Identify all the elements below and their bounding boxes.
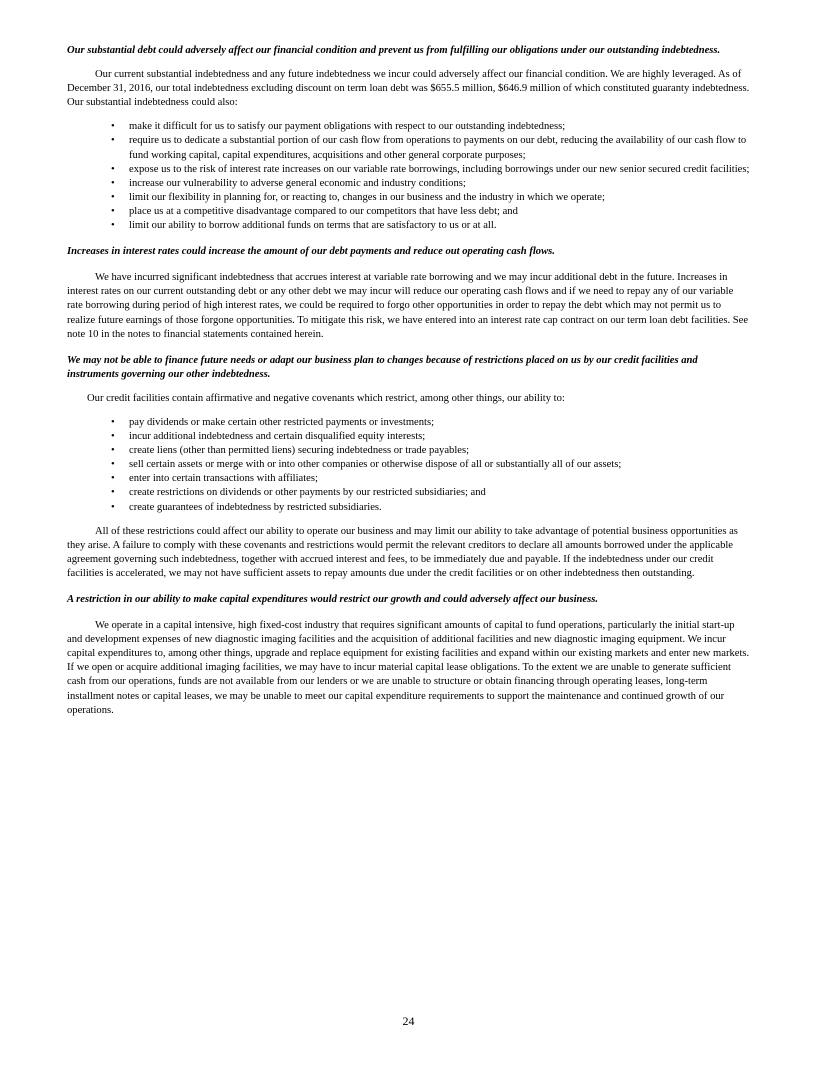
list-item: • enter into certain transactions with affiliates; xyxy=(129,472,751,486)
list-item: • require us to dedicate a substantial portion of our cash flow from operations to payments on our debt, reducing the availability of our cash flow to fund working capital, capital expenditures, acquisitions and other general corporate purposes; xyxy=(111,135,747,161)
bullet-icon: • xyxy=(111,445,115,457)
bullet-icon: • xyxy=(111,431,115,443)
list-item: • sell certain assets or merge with or into other companies or otherwise dispose of all or substantially all of our assets; xyxy=(129,458,751,472)
bullet-icon: • xyxy=(111,135,115,147)
list-item: • make it difficult for us to satisfy our payment obligations with respect to our outstanding indebtedness; xyxy=(129,120,751,134)
list-item: • limit our flexibility in planning for, or reacting to, changes in our business and the industry in which we operate; xyxy=(129,191,751,205)
list-item: • increase our vulnerability to adverse general economic and industry conditions; xyxy=(129,177,751,191)
list-item: • create liens (other than permitted liens) securing indebtedness or trade payables; xyxy=(129,444,751,458)
list-item: • expose us to the risk of interest rate increases on our variable rate borrowings, including borrowings under our new senior secured credit facilities; xyxy=(129,163,751,177)
section-heading-interest-rates: Increases in interest rates could increase the amount of our debt payments and reduce out operating cash flows. xyxy=(67,246,555,258)
bullet-icon: • xyxy=(111,205,115,217)
list-item: • incur additional indebtedness and certain disqualified equity interests; xyxy=(129,430,751,444)
section-intro-credit-restrictions: Our credit facilities contain affirmative and negative covenants which restrict, among other things, our ability to: xyxy=(87,392,565,404)
bullet-icon: • xyxy=(111,220,115,232)
section-heading-capital-expenditures: A restriction in our ability to make capital expenditures would restrict our growth and could adversely affect our business. xyxy=(67,594,599,605)
list-item: • create restrictions on dividends or other payments by our restricted subsidiaries; and xyxy=(129,486,751,500)
section-heading-substantial-debt: Our substantial debt could adversely affect our financial condition and prevent us from fulfilling our obligations under our outstanding indebtedness. xyxy=(67,45,721,56)
bullet-list-credit-restrictions xyxy=(67,416,751,515)
bullet-icon: • xyxy=(111,121,115,133)
list-item: • create guarantees of indebtedness by restricted subsidiaries. xyxy=(129,501,751,515)
list-item: • place us at a competitive disadvantage compared to our competitors that have less debt; and xyxy=(129,205,751,219)
bullet-icon: • xyxy=(111,487,115,499)
section-heading-credit-restrictions: We may not be able to finance future needs or adapt our business plan to changes because of restrictions placed on us by our credit facilities and instruments governing our other indebtedness. xyxy=(67,354,698,380)
bullet-icon: • xyxy=(111,473,115,485)
bullet-icon: • xyxy=(111,191,115,203)
list-item: • limit our ability to borrow additional funds on terms that are satisfactory to us or at all. xyxy=(129,219,751,233)
page-number: 24 xyxy=(402,1014,415,1028)
document-page xyxy=(67,44,751,718)
list-item: • pay dividends or make certain other restricted payments or investments; xyxy=(129,416,751,430)
section-body-capital-expenditures: We operate in a capital intensive, high fixed-cost industry that requires significant amounts of capital to fund operations, particularly the initial start-up and development expenses of new diagnostic imaging facilities and the acquisition of additional facilities and new diagnostic imaging equipment. We incur capital expenditures to, among other things, upgrade and replace equipment for existing facilities and expand within our existing markets and enter new markets. If we open or acquire additional imaging facilities, we may have to incur material capital lease obligations. To the extent we are unable to generate sufficient cash from our operations, funds are not available from our lenders or we are unable to structure or obtain financing through operating leases, long-term installment notes or capital leases, we may be unable to meet our capital expenditure requirements to support the maintenance and continued growth of our operations. xyxy=(67,620,750,716)
bullet-icon: • xyxy=(111,501,115,513)
section-closing-credit-restrictions: All of these restrictions could affect our ability to operate our business and may limit our ability to take advantage of potential business opportunities as they arise. A failure to comply with these covenants and restrictions would permit the relevant creditors to declare all amounts borrowed under the applicable agreement governing such indebtedness, together with accrued interest and fees, to be immediately due and payable. If the indebtedness under our credit facilities is accelerated, we may not have sufficient assets to repay amounts due under the credit facilities or on other indebtedness then outstanding. xyxy=(67,525,738,579)
section-body-interest-rates: We have incurred significant indebtedness that accrues interest at variable rate borrowing and we may incur additional debt in the future. Increases in interest rates on our current outstanding debt or any other debt we may incur will reduce our operating cash flows and if we need to repay any of our variable rate borrowing during period of high interest rates, we could be required to forgo other opportunities in order to repay the debt which may not permit us to realize future earnings of those forgone opportunities. To mitigate this risk, we have entered into an interest rate cap contract on our term loan debt facilities. See note 10 in the notes to financial statements contained herein. xyxy=(67,272,749,340)
bullet-icon: • xyxy=(111,416,115,428)
section-intro-substantial-debt: Our current substantial indebtedness and any future indebtedness we incur could adversely affect our financial condition. We are highly leveraged. As of December 31, 2016, our total indebtedness excluding discount on term loan debt was $655.5 million, $646.9 million of which constituted guaranty indebtedness. Our substantial indebtedness could also: xyxy=(67,69,750,109)
bullet-icon: • xyxy=(111,459,115,471)
bullet-list-substantial-debt xyxy=(67,120,751,233)
bullet-icon: • xyxy=(111,163,115,175)
bullet-icon: • xyxy=(111,177,115,189)
